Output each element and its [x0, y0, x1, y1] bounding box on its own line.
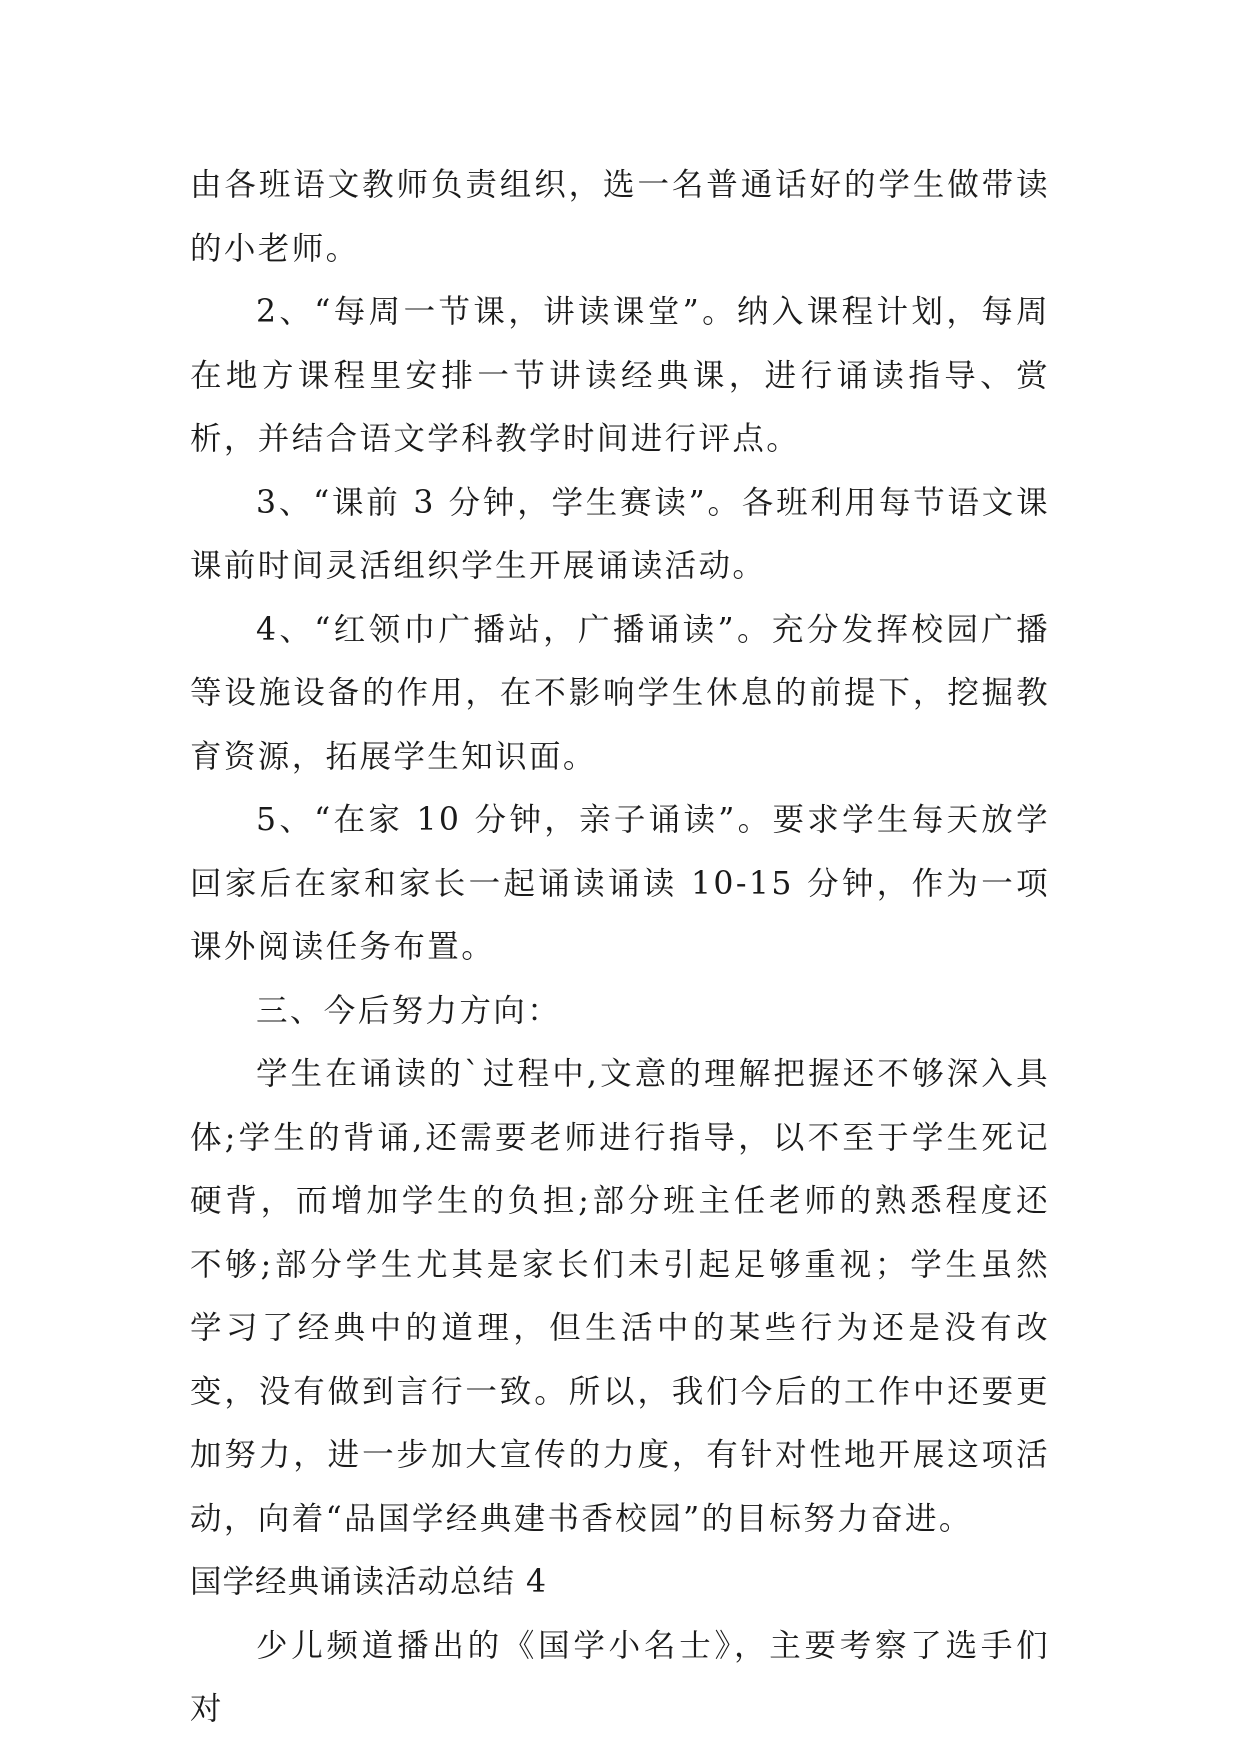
paragraph-item-3: 3、“课前 3 分钟，学生赛读”。各班利用每节语文课课前时间灵活组织学生开展诵读活动。: [190, 484, 1050, 584]
paragraph-item-4: 4、“红领巾广播站，广播诵读”。充分发挥校园广播等设施设备的作用，在不影响学生休息的前提下，挖掘教育资源，拓展学生知识面。: [190, 611, 1050, 775]
paragraph-future-direction: 学生在诵读的`过程中,文意的理解把握还不够深入具体;学生的背诵,还需要老师进行指导，以不至于学生死记硬背，而增加学生的负担;部分班主任老师的熟悉程度还不够;部分学生尤其是家长们未引起足够重视；学生虽然学习了经典中的道理，但生活中的某些行为还是没有改变，没有做到言行一致。所以，我们今后的工作中还要更加努力，进一步加大宣传的力度，有针对性地开展这项活动，向着“品国学经典建书香校园”的目标努力奋进。: [190, 1056, 1050, 1537]
subheading-future-direction: 三、今后努力方向：: [256, 992, 562, 1029]
paragraph-item-2: 2、“每周一节课，讲读课堂”。纳入课程计划，每周在地方课程里安排一节讲读经典课，进行诵读指导、赏析，并结合语文学科教学时间进行评点。: [190, 294, 1050, 457]
paragraph-item-5: 5、“在家 10 分钟，亲子诵读”。要求学生每天放学回家后在家和家长一起诵读诵读 10-15 分钟，作为一项课外阅读任务布置。: [190, 802, 1050, 965]
section-title: 国学经典诵读活动总结 4: [190, 1564, 548, 1600]
document-page: [190, 154, 1050, 1742]
paragraph-section-4-start: 少儿频道播出的《国学小名士》，主要考察了选手们对: [190, 1627, 1050, 1727]
paragraph-continuation: 由各班语文教师负责组织，选一名普通话好的学生做带读的小老师。: [190, 167, 1050, 267]
